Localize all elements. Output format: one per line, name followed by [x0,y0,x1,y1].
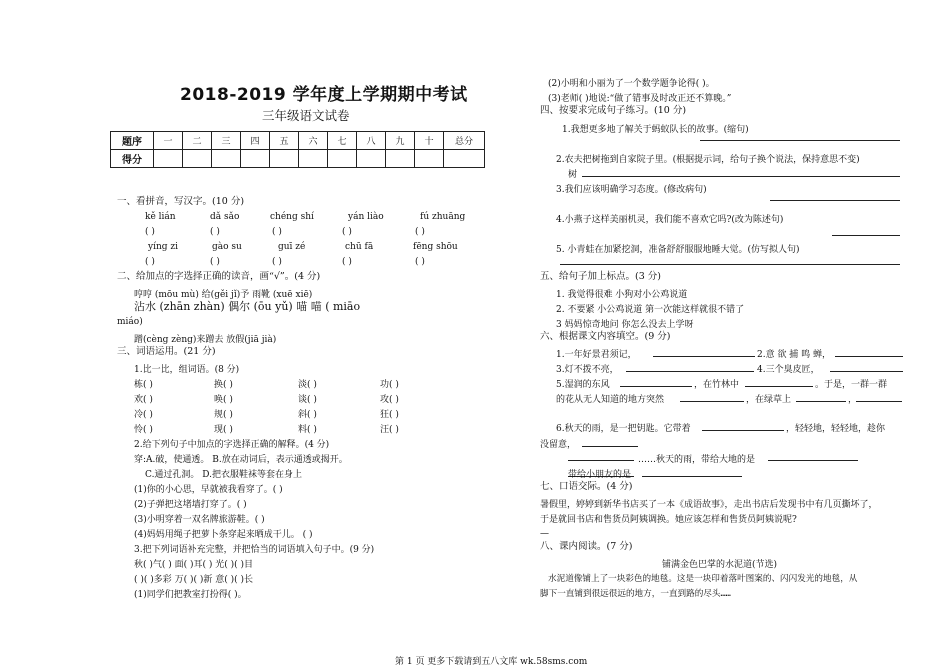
score-blank[interactable] [212,150,241,168]
word-pair[interactable]: 谈( ) [298,395,317,405]
answer-line[interactable] [768,460,858,461]
task-item: 2.农夫把树拖到自家院子里。(根据提示词，给句子换个说法，保持意思不变) [556,155,860,165]
answer-line[interactable] [680,401,744,402]
poem-line: 3.灯不拨不亮， [556,365,619,375]
definition-options: C.通过孔洞。 D.把衣服鞋袜等套在身上 [145,470,303,480]
idiom-fill[interactable]: 秋( )气( ) 面( )耳( ) 光( )( )目 [134,560,254,570]
word-pair[interactable]: 狂( ) [380,410,399,420]
pinyin: fēng shōu [413,242,458,252]
word-pair[interactable]: 汪( ) [380,425,399,435]
passage-line: 带给小朋友的是 [568,470,632,480]
question-2-heading: 二、给加点的字选择正确的读音，画“√”。(4 分) [117,271,321,282]
question-1-heading: 一、看拼音，写汉字。(10 分) [117,196,245,207]
score-cell: 四 [241,132,270,150]
reading-passage: 脚下一直铺到很远很远的地方，一直到路的尽头…… [540,589,731,599]
word-pair[interactable]: 欢( ) [134,395,153,405]
passage-line: ，在竹林中 [694,380,740,390]
answer-bracket[interactable]: ( ) [210,257,220,267]
word-pair[interactable]: 功( ) [380,380,399,390]
score-cell: 五 [270,132,299,150]
poem-line: 1.一年好景君须记， [556,350,637,360]
passage-line: ……秋天的雨，带给大地的是 [638,455,756,465]
score-cell: 七 [328,132,357,150]
reading-choice-line[interactable]: 哼哼 (mōu mù) 给(gěi jǐ)予 雨靴 (xuē xiē) [134,290,313,300]
answer-bracket[interactable]: ( ) [272,227,282,237]
passage-line: ，在绿草上 [746,395,792,405]
sentence-item[interactable]: (1)你的小心思，早就被我看穿了。( ) [134,485,283,495]
exam-title: 2018-2019 学年度上学期期中考试 [180,85,468,105]
word-pair[interactable]: 怜( ) [134,425,153,435]
answer-bracket[interactable]: ( ) [342,257,352,267]
answer-bracket[interactable]: ( ) [145,257,155,267]
reading-title: 铺满金色巴掌的水泥道(节选) [662,560,778,570]
answer-bracket[interactable]: ( ) [415,257,425,267]
word-pair[interactable]: 冷( ) [134,410,153,420]
answer-line[interactable] [856,401,902,402]
word-pair[interactable]: 攻( ) [380,395,399,405]
pinyin: chū fā [345,242,374,252]
answer-bracket[interactable]: ( ) [210,227,220,237]
passage-line: 的花从无人知道的地方突然 [556,395,665,405]
question-7-heading: 七、口语交际。(4 分) [540,481,633,492]
answer-line[interactable] [560,264,900,265]
pinyin: yán liào [348,212,384,222]
answer-line[interactable] [620,386,692,387]
task-item: 1.我想更多地了解关于蚂蚁队长的故事。(缩句) [562,125,749,135]
score-value-row [111,150,485,168]
word-pair[interactable]: 淡( ) [298,380,317,390]
sentence-item[interactable]: (4)妈妈用绳子把萝卜条穿起来晒成干儿。 ( ) [134,530,313,540]
passage-line: 5.湿润的东风 [556,380,610,390]
pinyin: guī zé [278,242,306,252]
answer-bracket[interactable]: ( ) [415,227,425,237]
reading-choice-line[interactable]: 蹭(cèng zèng)来蹭去 放假(jiā jià) [134,335,277,345]
answer-line[interactable] [582,176,900,177]
task-item: 3.我们应该明确学习态度。(修改病句) [556,185,707,195]
score-blank[interactable] [444,150,485,168]
pinyin: kě lián [145,212,176,222]
score-blank[interactable] [386,150,415,168]
score-cell: 六 [299,132,328,150]
score-blank[interactable] [154,150,183,168]
page-footer: 第 1 页 更多下载请到五八文库 wk.58sms.com [395,657,588,667]
score-cell: 九 [386,132,415,150]
score-header-row [111,132,485,150]
score-cell: 题序 [111,132,154,150]
question-6-heading: 六、根据课文内容填空。(9 分) [540,331,671,342]
score-blank[interactable] [328,150,357,168]
answer-line[interactable] [653,356,755,357]
word-pair[interactable]: 现( ) [214,425,233,435]
score-cell: 八 [357,132,386,150]
passage-line: ，轻轻地，轻轻地，趁你 [786,424,886,434]
passage-line: 没留意， [540,440,577,450]
answer-line[interactable] [700,140,900,141]
task-item: 5. 小青蛙在加紧挖洞，准备舒舒服服地睡大觉。(仿写拟人句) [556,245,800,255]
score-table [110,131,485,168]
answer-line[interactable] [642,476,742,477]
score-cell: 三 [212,132,241,150]
sentence-item[interactable]: (2)小明和小丽为了一个数学题争论得( )。 [548,79,715,89]
pinyin: chéng shí [270,212,314,222]
task-item: 树 [568,170,578,180]
sentence-item[interactable]: (1)同学们把教室打扮得( )。 [134,590,247,600]
question-4-heading: 四、按要求完成句子练习。(10 分) [540,105,687,116]
answer-bracket[interactable]: ( ) [272,257,282,267]
question-3-heading: 三、词语运用。(21 分) [117,346,216,357]
answer-bracket[interactable]: ( ) [342,227,352,237]
answer-line[interactable] [702,430,784,431]
answer-line[interactable] [770,200,900,201]
exam-subtitle: 三年级语文试卷 [262,108,350,123]
word-pair[interactable]: 料( ) [298,425,317,435]
passage-line: 。于是，一群一群 [815,380,888,390]
definition-options: 穿:A.破，使通透。 B.放在动词后，表示通透或揭开。 [134,455,348,465]
word-pair[interactable]: 唤( ) [214,395,233,405]
sentence-item[interactable]: (2)子弹把这堵墙打穿了。( ) [134,500,247,510]
punctuation-item[interactable]: 3 妈妈惊奇地问 你怎么没去上学呀 [556,320,694,330]
answer-dash[interactable]: — [540,529,549,539]
score-blank[interactable] [357,150,386,168]
score-blank[interactable] [299,150,328,168]
question-8-heading: 八、课内阅读。(7 分) [540,541,633,552]
punctuation-item[interactable]: 2. 不要紧 小公鸡说道 第一次能这样就很不错了 [556,305,745,315]
sentence-item[interactable]: (3)小明穿着一双名牌旅游鞋。( ) [134,515,265,525]
idiom-fill[interactable]: ( )( )多彩 万( )( )新 意( )( )长 [134,575,254,585]
score-blank[interactable] [183,150,212,168]
answer-bracket[interactable]: ( ) [145,227,155,237]
score-blank[interactable] [415,150,444,168]
word-pair[interactable]: 斜( ) [298,410,317,420]
reading-passage: 水泥道像铺上了一块彩色的地毯。这是一块印着落叶图案的、闪闪发光的地毯，从 [548,574,858,584]
pinyin: dǎ sǎo [210,212,240,222]
passage-line: 6.秋天的雨，是一把钥匙。它带着 [556,424,691,434]
pinyin: fú zhuāng [420,212,466,222]
passage-line: 于是就回书店和售货员阿姨调换。她应该怎样和售货员阿姨说呢? [540,515,797,525]
reading-choice-line[interactable]: 沾水 (zhān zhàn) 偶尔 (ōu yǔ) 喵 喵 ( miāo [134,300,361,313]
subquestion: 3.把下列词语补充完整，并把恰当的词语填入句子中。(9 分) [134,545,375,555]
reading-choice-line[interactable]: miáo) [117,317,143,327]
poem-line: 4.三个臭皮匠， [757,365,820,375]
pinyin: yíng zi [148,242,179,252]
answer-line[interactable] [626,371,754,372]
score-cell: 二 [183,132,212,150]
answer-line[interactable] [796,401,846,402]
passage-line: ， [848,395,858,405]
answer-line[interactable] [582,446,638,447]
answer-line[interactable] [830,371,903,372]
word-pair[interactable]: 规( ) [214,410,233,420]
word-pair[interactable]: 栋( ) [134,380,153,390]
score-row-label: 得分 [111,150,154,168]
score-blank[interactable] [270,150,299,168]
score-blank[interactable] [241,150,270,168]
task-item: 4.小燕子这样美丽机灵，我们能不喜欢它吗?(改为陈述句) [556,215,784,225]
subquestion: 2.给下列句子中加点的字选择正确的解释。(4 分) [134,440,330,450]
word-pair[interactable]: 换( ) [214,380,233,390]
answer-line[interactable] [835,356,903,357]
answer-line[interactable] [745,386,813,387]
punctuation-item[interactable]: 1. 我觉得很难 小狗对小公鸡说道 [556,290,688,300]
poem-line: 2.意 欲 捕 鸣 蝉， [757,350,832,360]
score-cell: 十 [415,132,444,150]
question-5-heading: 五、给句子加上标点。(3 分) [540,271,661,282]
subquestion: 1.比一比，组词语。(8 分) [134,365,240,375]
pinyin: gào su [212,242,242,252]
score-cell: 一 [154,132,183,150]
answer-line[interactable] [832,235,900,236]
score-cell: 总分 [444,132,485,150]
answer-line[interactable] [568,460,634,461]
sentence-item[interactable]: (3)老师( )地说:“做了错事及时改正还不算晚。” [548,94,732,104]
passage-line: 暑假里，婷婷到新华书店买了一本《成语故事》，走出书店后发现书中有几页撕坏了， [540,500,878,510]
